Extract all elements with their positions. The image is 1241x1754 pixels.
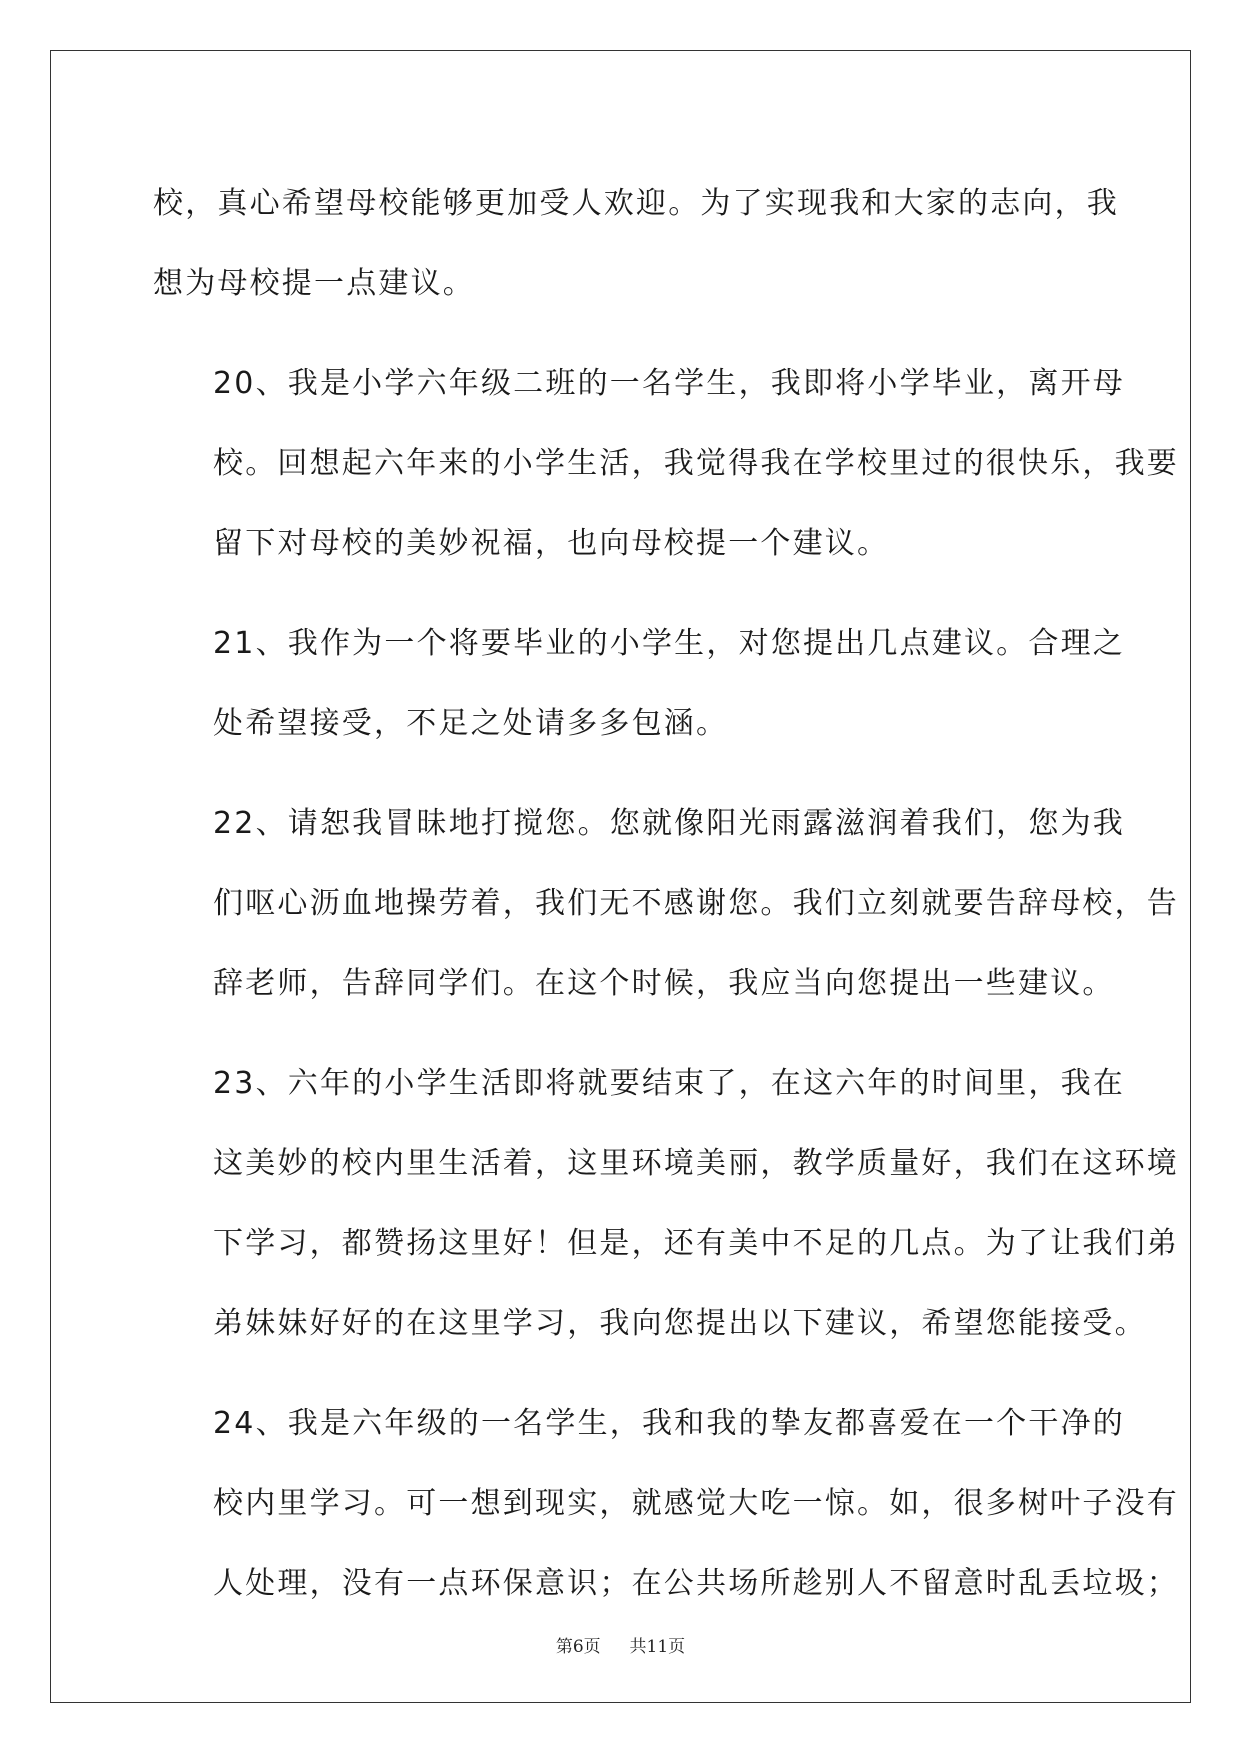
text-line: 校，真心希望母校能够更加受人欢迎。为了实现我和大家的志向，我 xyxy=(153,186,1119,221)
paragraph xyxy=(153,1044,1179,1364)
paragraph xyxy=(153,164,1119,324)
document-body xyxy=(153,164,1179,1644)
text-line: 校。回想起六年来的小学生活，我觉得我在学校里过的很快乐，我要 xyxy=(213,446,1179,481)
page-footer xyxy=(0,1632,1241,1657)
text-line: 下学习，都赞扬这里好！但是，还有美中不足的几点。为了让我们弟 xyxy=(213,1226,1179,1261)
text-line: 23、六年的小学生活即将就要结束了，在这六年的时间里，我在 xyxy=(213,1066,1125,1101)
text-line: 留下对母校的美妙祝福，也向母校提一个建议。 xyxy=(213,526,890,561)
text-line: 想为母校提一点建议。 xyxy=(153,266,475,301)
text-line: 们呕心沥血地操劳着，我们无不感谢您。我们立刻就要告辞母校，告 xyxy=(213,886,1179,921)
paragraph xyxy=(153,784,1179,1024)
paragraph xyxy=(153,1384,1179,1624)
page-total: 共11页 xyxy=(629,1637,686,1657)
text-line: 人处理，没有一点环保意识；在公共场所趁别人不留意时乱丢垃圾； xyxy=(213,1566,1179,1601)
paragraph xyxy=(153,604,1125,764)
text-line: 24、我是六年级的一名学生，我和我的挚友都喜爱在一个干净的 xyxy=(213,1406,1125,1441)
text-line: 校内里学习。可一想到现实，就感觉大吃一惊。如，很多树叶子没有 xyxy=(213,1486,1179,1521)
text-line: 22、请恕我冒昧地打搅您。您就像阳光雨露滋润着我们，您为我 xyxy=(213,806,1125,841)
paragraph xyxy=(153,344,1179,584)
text-line: 辞老师，告辞同学们。在这个时候，我应当向您提出一些建议。 xyxy=(213,966,1115,1001)
text-line: 这美妙的校内里生活着，这里环境美丽，教学质量好，我们在这环境 xyxy=(213,1146,1179,1181)
page-number: 第6页 xyxy=(555,1637,601,1657)
text-line: 21、我作为一个将要毕业的小学生，对您提出几点建议。合理之 xyxy=(213,626,1125,661)
text-line: 处希望接受，不足之处请多多包涵。 xyxy=(213,706,729,741)
text-line: 20、我是小学六年级二班的一名学生，我即将小学毕业，离开母 xyxy=(213,366,1125,401)
text-line: 弟妹妹好好的在这里学习，我向您提出以下建议，希望您能接受。 xyxy=(213,1306,1147,1341)
